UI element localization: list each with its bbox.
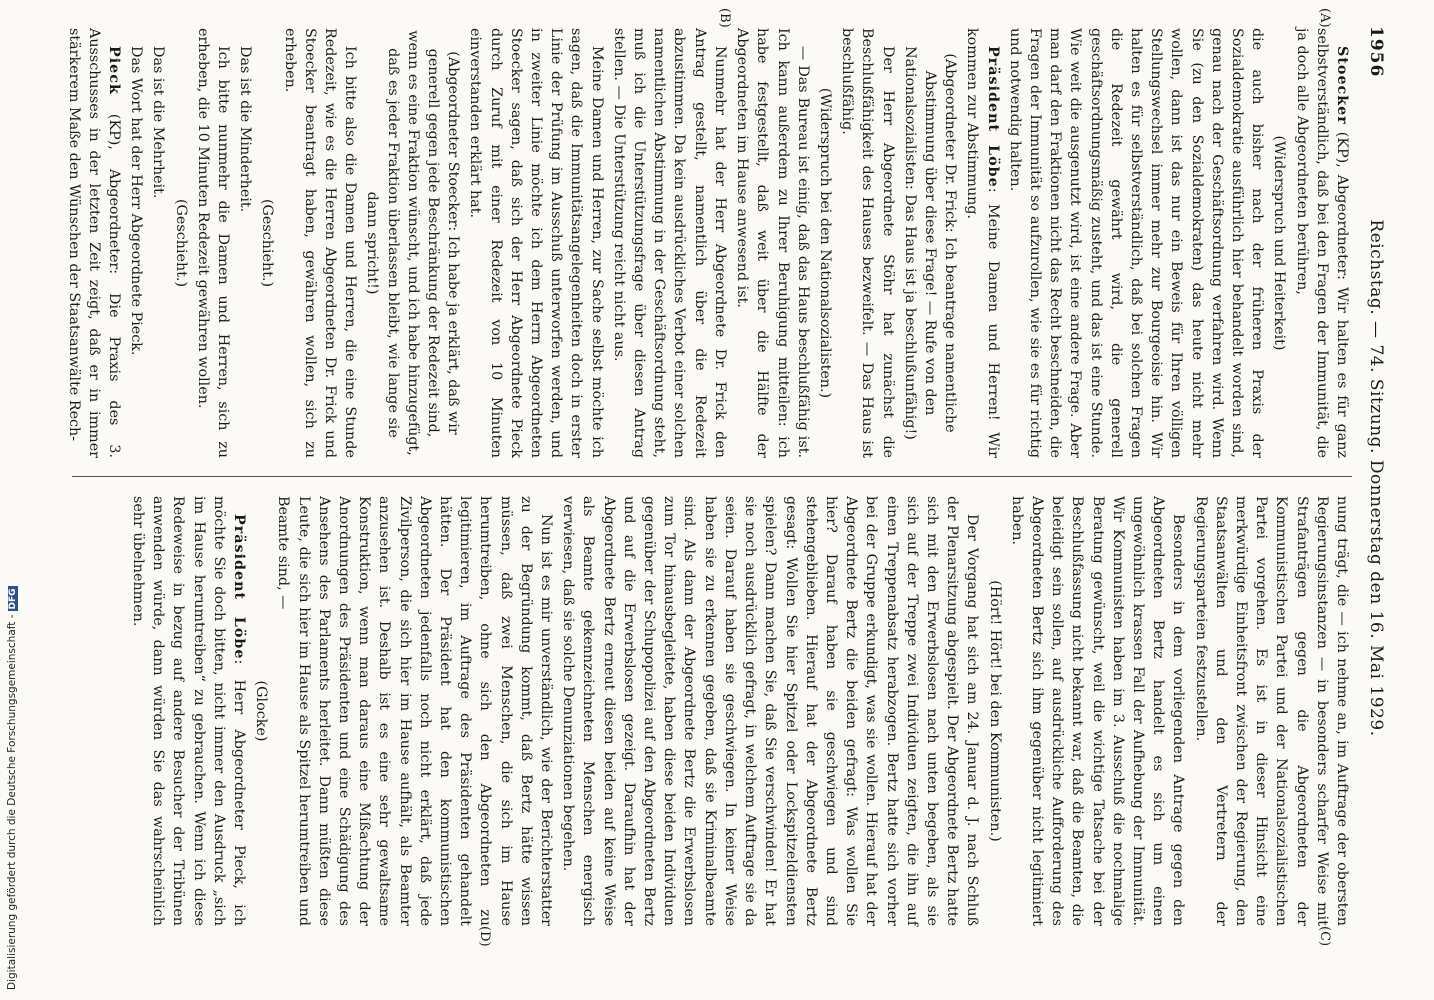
paragraph xyxy=(128,496,249,926)
paragraph xyxy=(251,496,271,926)
digitization-credit xyxy=(6,588,20,990)
paragraph xyxy=(837,28,898,458)
page-header xyxy=(1358,8,1392,948)
paragraph-text: Ich bitte nunmehr die Damen und Herren, sich zu erheben, die 10 Minuten Redezeit gewähren wollen. xyxy=(194,28,232,458)
paragraph xyxy=(815,28,835,458)
paragraph xyxy=(962,28,1002,458)
paragraph xyxy=(1291,28,1352,458)
paragraph-text: (Widerspruch und Heiterkeit) xyxy=(1271,135,1288,351)
column-divider xyxy=(72,476,1352,477)
paragraph-text: Der Vorgang hat sich am 24. Januar d. J. nach Schluß der Plenarsitzung abgespielt. Der Abgeordnete Bertz hatte sich mit den Erwerbslosen nach unten begeben, als sie sich auf der Treppe zwei Individuen zeigten, die ihn auf einen Treppenabsatz herabzogen. Bertz hatte sich vorher bei der Gruppe erkundigt, was sie wollen. Hierauf hat der Abgeordnete Bertz die beiden gefragt: Was wollen Sie hier? Darauf haben sie geschwiegen und sind stehengeblieben. Hierauf hat der Abgeordnete Bertz gesagt: Wollen Sie hier Spitzel oder Lockspitzeldiensten spielen? Dann machen Sie, daß Sie verschwinden! Er hat sie noch ausdrücklich gefragt, in welchem Auftrage sie da seien. Darauf haben sie geschwiegen. In keiner Weise haben sie zu erkennen gegeben, daß sie Kriminalbeamte sind. Als dann der Abgeordnete Bertz die Erwerbslosen zum Tor hinausbegleitete, haben diese beiden Individuen gegenüber der Schupopolizei auf den Abgeordneten Bertz und auf die Erwerbslosen gezeigt. Daraufhin hat der Abgeordnete Bertz erneut diesen beiden auf keine Weise als Beamte gekennzeichneten Menschen energisch verwiesen, daß sie solche Denunziationen begehen. xyxy=(560,496,981,926)
paragraph-text: Nun ist es mir unverständlich, wie der Berichterstatter zu der Begründung kommt, daß Bertz hätte wissen müssen, daß zwei Menschen, die sich im Hause herumtreiben, ohne sich den Abgeordneten zu legitimieren, im Auftrage des Präsidenten gehandelt hätten. Der Präsident hat den kommunistischen Abgeordneten jedenfalls noch nicht erklärt, daß jede Zivilperson, die sich hier im Hause aufhält, als Beamter anzusehen ist. Deshalb ist es eine sehr gewaltsame Konstruktion, wenn man daraus eine Mißachtung der Anordnungen des Präsidenten und eine Schädigung des Ansehens des Parlaments herleitet. Dann müßten diese Leute, die sich hier im Hause als Spitzel herumtreiben und Beamte sind, — xyxy=(275,496,555,926)
paragraph-text: (Geschieht.) xyxy=(172,198,189,288)
paragraph xyxy=(235,28,255,458)
paragraph xyxy=(984,496,1004,926)
paragraph-text: — Das Bureau ist einig, daß das Haus beschlußfähig ist. Ich kann außerdem zu Ihrer Beruhigung mitteilen: ich habe festgestellt, daß weit über die Hälfte der Abgeordneten im Hause anwesend ist. xyxy=(734,28,811,458)
paragraph-text: (Abgeordneter Stoecker: Ich habe ja erklärt, daß wir generell gegen jede Beschränkung der Redezeit sind, wenn es eine Fraktion wünscht, und ich habe hinzugefügt, daß es jeder Fraktion überlassen bleibt, wie lange sie dann spricht!) xyxy=(364,30,462,456)
paragraph xyxy=(609,28,730,458)
paragraph-text: Nunmehr hat der Herr Abgeordnete Dr. Frick den Antrag gestellt, namentlich über die Redezeit abzustimmen. Da kein ausdrückliches Verbot einer solchen namentlichen Abstimmung in der Geschäftsordnung steht, muß ich die Unterstützungsfrage über diesen Antrag stellen. — Die Unterstützung reicht nicht aus. xyxy=(610,28,728,458)
paragraph xyxy=(63,28,124,458)
paragraph xyxy=(1269,28,1289,458)
paragraph xyxy=(126,28,146,458)
speaker-name: Präsident Löbe xyxy=(984,46,1001,188)
margin-mark-b: (B) xyxy=(717,8,732,28)
dfg-logo: DFG xyxy=(8,588,18,610)
paragraph xyxy=(465,28,606,458)
paragraph-text: die auch bisher nach der früheren Praxis der Sozialdemokratie ausführlich hier behandelt worden sind, genau nach der Geschäftsordnung verfahren wird. Wenn Sie (zu den Sozialdemokraten) das heute nicht mehr wollen, dann ist das nur ein Beweis für Ihren völligen Stellungswechsel immer mehr zur Bourgeoisie hin. Wir halten es für selbstverständlich, daß bei solchen Fragen die Redezeit gewährt wird, die generell geschäftsordnungsmäßig zusteht, und das ist eine Stunde. Wie weit die ausgenutzt wird, ist eine andere Frage. Aber man darf den Fraktionen nicht das Recht beschneiden, die Fragen der Immunität so aufzurollen, wie sie es für richtig und notwendig halten. xyxy=(1006,28,1266,458)
paragraph-text: (Glocke) xyxy=(253,680,270,742)
paragraph-text: Das Wort hat der Herr Abgeordnete Pieck. xyxy=(128,46,145,356)
left-text-column xyxy=(61,28,1352,458)
paragraph xyxy=(148,28,168,458)
speaker-name: Stoecker xyxy=(1334,46,1350,125)
margin-mark-a: (A) xyxy=(1317,8,1332,28)
paragraph-text: Das ist die Minderheit. xyxy=(237,46,254,213)
rotated-document-page xyxy=(52,8,1392,948)
paragraph xyxy=(193,28,233,458)
paragraph-text: Meine Damen und Herren, zur Sache selbst möchte ich sagen, daß die Immunitätsangelegenheiten doch in erster Linie der Prüfung im Ausschuß unterworfen werden, und in zweiter Linie möchte ich dem Herrn Abgeordneten Stoecker sagen, daß sich der Herr Abgeordnete Pieck durch Zuruf mit einer Redezeit von 10 Minuten einverstanden erklärt hat. xyxy=(467,28,605,458)
paragraph-text: (KP), Abgeordneter: Wir halten es für ganz selbstverständlich, daß bei den Fragen der Immunität, die ja doch alle Abgeordneten berühren, xyxy=(1293,28,1350,458)
paragraph xyxy=(170,28,190,458)
paragraph-text: Der Herr Abgeordnete Stöhr hat zunächst die Beschlußfähigkeit des Hauses bezweifelt. — Das Haus ist beschlußfähig. xyxy=(839,28,896,458)
page-number: 1956 xyxy=(1366,26,1386,78)
paragraph-text: : Meine Damen und Herren! Wir kommen zur Abstimmung. xyxy=(964,28,1001,458)
speaker-name: Präsident Löbe xyxy=(231,514,248,660)
paragraph-text: nung trägt, die — ich nehme an, im Auftrage der obersten Regierungsinstanzen — in besonders scharfer Weise mit Strafanträgen gegen die Abgeordneten der Kommunistischen Partei und der Nationalsozialistischen Partei vorgehen. Es ist in dieser Hinsicht eine merkwürdige Einheitsfront zwischen der Regierung, den Staatsanwälten und den Vertretern der Regierungsparteien festzustellen. xyxy=(1192,496,1350,926)
paragraph-text: Ich bitte also die Damen und Herren, die eine Stunde Redezeit, wie es die Herren Abgeordneten Dr. Frick und Stoecker beantragt haben, gewähren wollen, sich zu erheben. xyxy=(281,28,359,458)
speaker-name: Pieck xyxy=(106,46,123,95)
paragraph-text: (KP), Abgeordneter: Die Praxis des 3. Ausschusses in der letzten Zeit zeigt, daß er in immer stärkerem Maße den Wünschen der Staatsanwälte Rech- xyxy=(65,28,123,458)
paragraph-text: : Herr Abgeordneter Pieck, ich möchte Sie doch bitten, nicht immer den Ausdruck „sich im Hause herumtreiben“ zu gebrauchen. Wenn ich diese Redeweise in bezug auf andere Besucher der Tribünen anwenden würde, dann würden Sie das wahrscheinlich sehr übelnehmen. xyxy=(130,496,248,927)
paragraph-text: Das ist die Mehrheit. xyxy=(150,46,167,199)
paragraph xyxy=(900,28,961,458)
paragraph xyxy=(362,28,463,458)
paragraph xyxy=(1190,496,1352,926)
paragraph-text: (Geschieht.) xyxy=(259,198,276,288)
paragraph xyxy=(279,28,360,458)
paragraph xyxy=(273,496,556,926)
credit-text: Digitalisierung gefördert durch die Deutsche Forschungsgemeinschaft - xyxy=(6,614,18,990)
paragraph xyxy=(257,28,277,458)
paragraph-text: Besonders in dem vorliegenden Antrage gegen den Abgeordneten Bertz handelt es sich um einen ungewöhnlich krassen Fall der Aufhebung der Immunität. Wir Kommunisten haben im 3. Ausschuß die nochmalige Beratung gewünscht, weil die wichtige Tatsache bei der Beschlußfassung nicht bekannt war, daß die Beamten, die beleidigt sein sollen, auf ausdrückliche Aufforderung des Abgeordneten Bertz sich ihm gegenüber nicht legitimiert haben. xyxy=(1008,496,1187,926)
right-text-column xyxy=(126,496,1352,926)
paragraph-text: (Abgeordneter Dr. Frick: Ich beantrage namentliche Abstimmung über diese Frage! — Rufe von den Nationalsozialisten: Das Haus ist ja beschlußunfähig!) xyxy=(901,46,959,440)
paragraph xyxy=(1005,28,1268,458)
paragraph-text: (Hört! Hört! bei den Kommunisten.) xyxy=(986,580,1003,842)
margin-mark-d: (D) xyxy=(477,926,492,947)
margin-mark-c: (C) xyxy=(1317,926,1332,947)
paragraph-text: (Widerspruch bei den Nationalsozialisten.) xyxy=(816,87,833,399)
paragraph xyxy=(558,496,982,926)
paragraph xyxy=(1007,496,1189,926)
page-title: Reichstag. — 74. Sitzung. Donnerstag den 16. Mai 1929. xyxy=(1366,219,1386,737)
paragraph xyxy=(732,28,813,458)
